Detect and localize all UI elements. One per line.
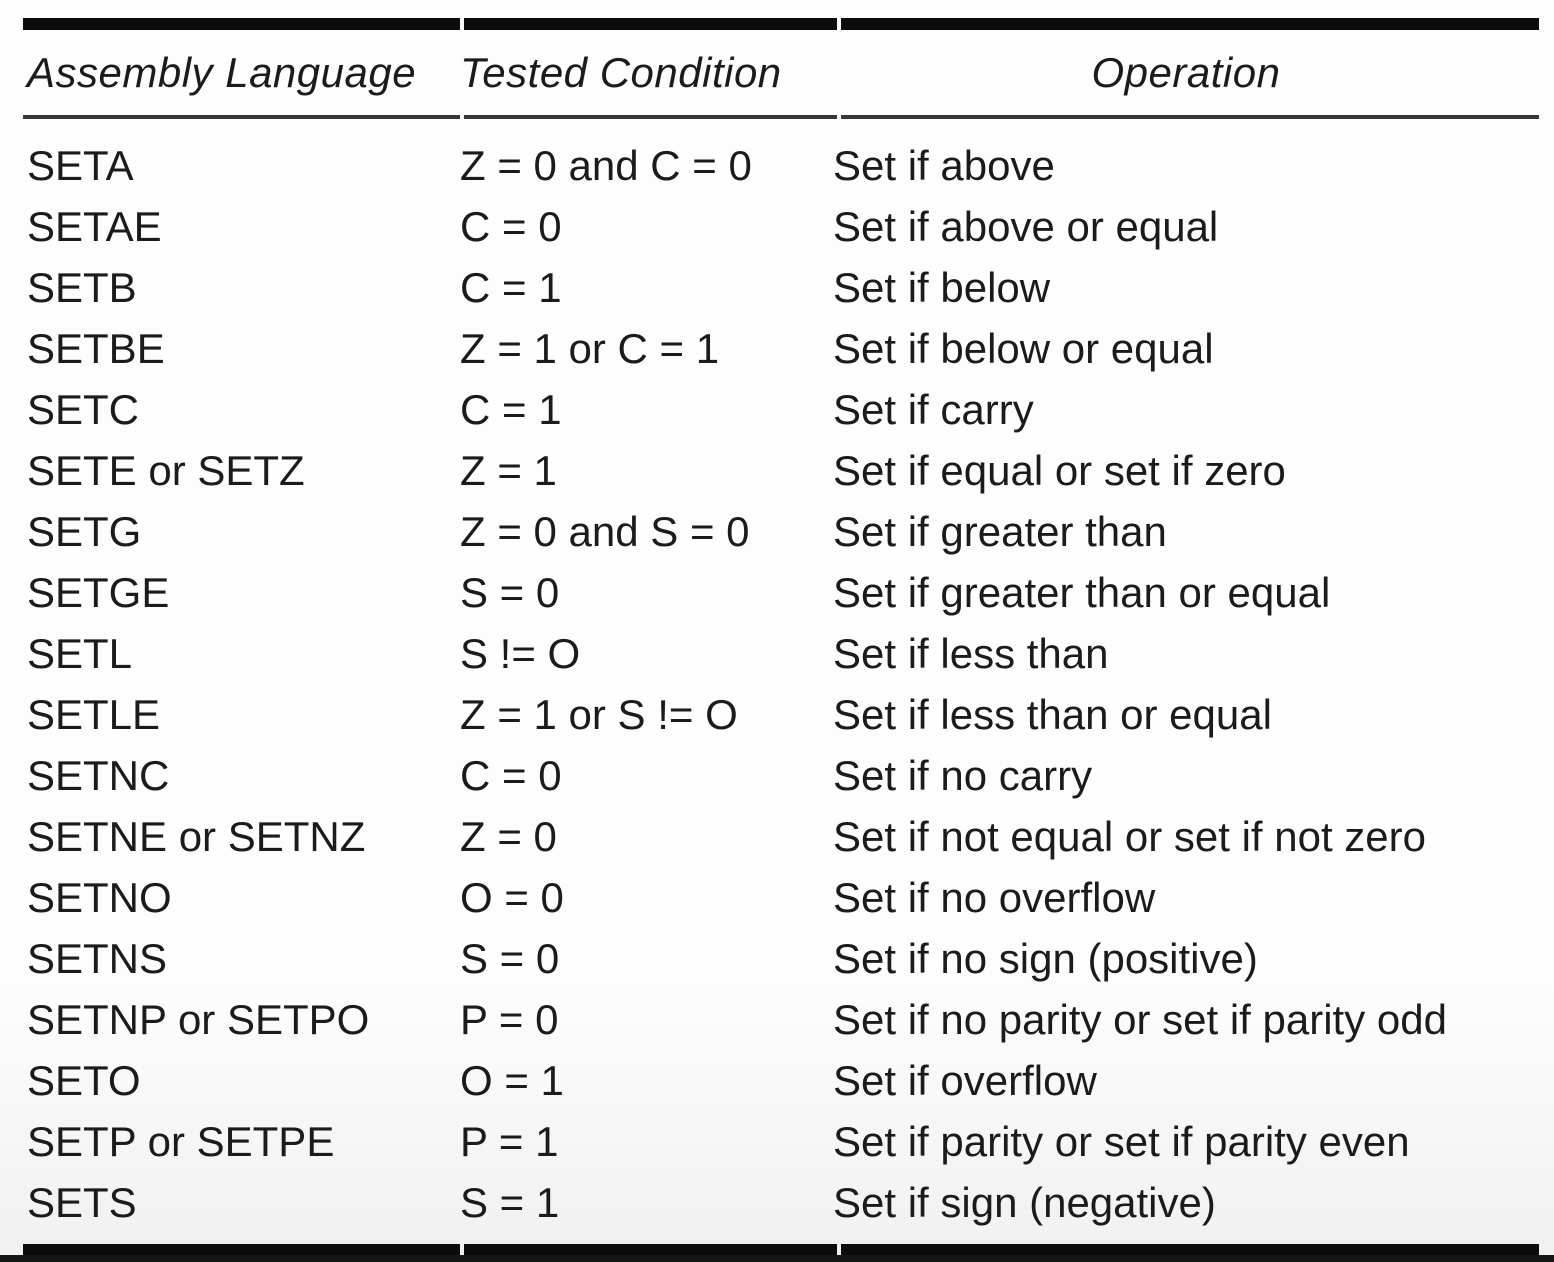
operation-cell: Set if no parity or set if parity odd: [833, 995, 1447, 1043]
table-row: [23, 196, 1539, 257]
asm-cell: SETP or SETPE: [27, 1117, 335, 1165]
table-row: [23, 318, 1539, 379]
condition-cell: C = 0: [460, 202, 562, 250]
asm-cell: SETA: [27, 141, 134, 189]
table-row: [23, 1172, 1539, 1233]
condition-cell: Z = 1: [460, 446, 557, 494]
table-row: [23, 135, 1539, 196]
asm-cell: SETAE: [27, 202, 162, 250]
operation-cell: Set if below or equal: [833, 324, 1214, 372]
top-border-segment: [464, 18, 837, 30]
table-row: [23, 562, 1539, 623]
operation-cell: Set if below: [833, 263, 1051, 311]
table-row: [23, 623, 1539, 684]
operation-cell: Set if sign (negative): [833, 1178, 1216, 1226]
asm-cell: SETNC: [27, 751, 170, 799]
condition-cell: Z = 0 and S = 0: [460, 507, 750, 555]
table-row: [23, 1050, 1539, 1111]
condition-cell: S = 0: [460, 934, 560, 982]
table-row: [23, 1111, 1539, 1172]
condition-cell: P = 0: [460, 995, 559, 1043]
operation-cell: Set if overflow: [833, 1056, 1097, 1104]
table-body: [23, 119, 1539, 1244]
table-row: [23, 684, 1539, 745]
top-border-segment: [841, 18, 1539, 30]
operation-cell: Set if parity or set if parity even: [833, 1117, 1410, 1165]
top-border-segment: [23, 18, 460, 30]
screen-bottom-edge: [0, 1255, 1554, 1262]
condition-cell: Z = 0: [460, 812, 557, 860]
condition-cell: S = 0: [460, 568, 560, 616]
operation-cell: Set if above: [833, 141, 1055, 189]
condition-cell: O = 1: [460, 1056, 564, 1104]
table-row: [23, 928, 1539, 989]
asm-cell: SETG: [27, 507, 142, 555]
condition-cell: Z = 1 or C = 1: [460, 324, 720, 372]
asm-cell: SETL: [27, 629, 133, 677]
condition-cell: S = 1: [460, 1178, 560, 1226]
table-row: [23, 989, 1539, 1050]
asm-cell: SETNS: [27, 934, 168, 982]
condition-cell: Z = 1 or S != O: [460, 690, 738, 738]
asm-cell: SETNO: [27, 873, 172, 921]
table-top-border: [23, 18, 1539, 30]
set-instructions-table: [23, 18, 1539, 1256]
condition-cell: Z = 0 and C = 0: [460, 141, 752, 189]
condition-cell: C = 0: [460, 751, 562, 799]
operation-cell: Set if no carry: [833, 751, 1093, 799]
header-rule-segment: [23, 115, 460, 119]
condition-cell: C = 1: [460, 263, 562, 311]
table-header-row: [23, 30, 1539, 115]
asm-cell: SETNP or SETPO: [27, 995, 370, 1043]
condition-cell: O = 0: [460, 873, 564, 921]
operation-cell: Set if greater than: [833, 507, 1167, 555]
operation-cell: Set if not equal or set if not zero: [833, 812, 1427, 860]
operation-cell: Set if greater than or equal: [833, 568, 1331, 616]
operation-cell: Set if carry: [833, 385, 1034, 433]
header-rule-segment: [464, 115, 837, 119]
table-row: [23, 379, 1539, 440]
asm-cell: SETB: [27, 263, 137, 311]
asm-cell: SETS: [27, 1178, 137, 1226]
operation-cell: Set if equal or set if zero: [833, 446, 1286, 494]
table-row: [23, 867, 1539, 928]
operation-cell: Set if no sign (positive): [833, 934, 1258, 982]
asm-cell: SETE or SETZ: [27, 446, 305, 494]
asm-cell: SETNE or SETNZ: [27, 812, 366, 860]
table-row: [23, 806, 1539, 867]
header-divider-rule: [23, 115, 1539, 119]
column-header-assembly-language: Assembly Language: [27, 48, 417, 96]
condition-cell: C = 1: [460, 385, 562, 433]
operation-cell: Set if less than: [833, 629, 1109, 677]
column-header-operation: Operation: [1091, 48, 1281, 96]
operation-cell: Set if no overflow: [833, 873, 1156, 921]
asm-cell: SETGE: [27, 568, 170, 616]
header-rule-segment: [841, 115, 1539, 119]
asm-cell: SETC: [27, 385, 140, 433]
asm-cell: SETLE: [27, 690, 161, 738]
condition-cell: P = 1: [460, 1117, 559, 1165]
condition-cell: S != O: [460, 629, 581, 677]
asm-cell: SETBE: [27, 324, 165, 372]
table-row: [23, 745, 1539, 806]
table-row: [23, 501, 1539, 562]
table-row: [23, 257, 1539, 318]
operation-cell: Set if above or equal: [833, 202, 1219, 250]
column-header-tested-condition: Tested Condition: [460, 48, 782, 96]
table-row: [23, 440, 1539, 501]
operation-cell: Set if less than or equal: [833, 690, 1272, 738]
asm-cell: SETO: [27, 1056, 141, 1104]
